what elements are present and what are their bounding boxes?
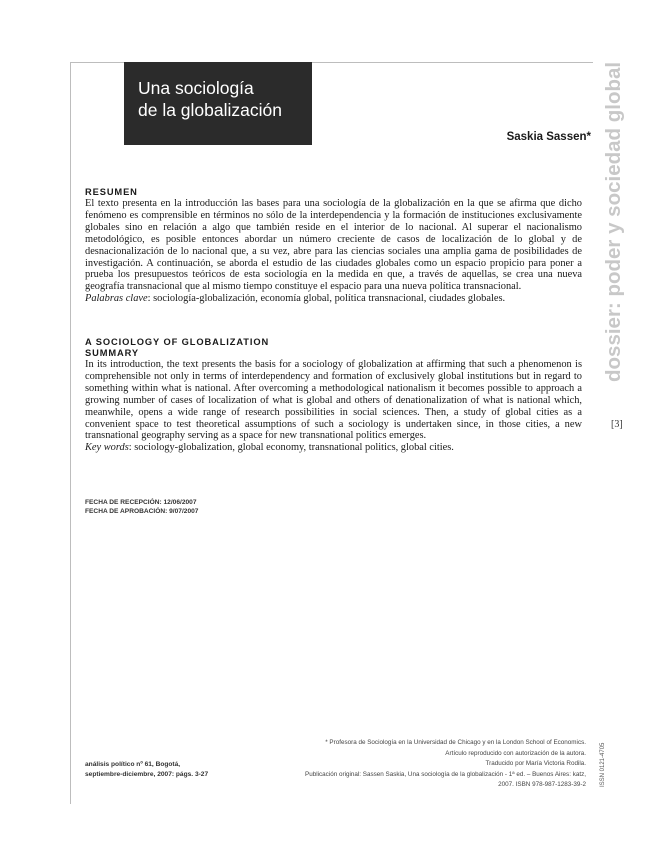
resumen-body xyxy=(85,198,582,305)
footnote-line-4: Publicación original: Sassen Saskia, Una sociología de la globalización - 1ª ed. – Buenos Aires: katz, xyxy=(305,770,586,778)
page-number: [3] xyxy=(611,419,623,430)
received-date: FECHA DE RECEPCIÓN: 12/06/2007 xyxy=(85,499,197,506)
title-block xyxy=(124,62,312,145)
english-title-heading: A SOCIOLOGY OF GLOBALIZATION xyxy=(85,337,270,347)
left-border-line xyxy=(70,62,71,804)
side-banner: dossier: poder y sociedad global xyxy=(602,61,625,382)
title-line-2: de la globalización xyxy=(138,100,282,120)
resumen-text: El texto presenta en la introducción las bases para una sociología de la globalización en la que se afirma que dicho fenómeno es comprensible en términos no sólo de la interdependencia y la formación de instituciones exclusivamente globales sino en relación a algo que también reside en el interior de lo nacional. Al superar el nacionalismo metodológico, es posible entonces abordar un número creciente de casos de localización de lo global y de desnacionalización de lo nacional que, a su vez, abre para las ciencias sociales una amplia gama de posibilidades de investigación. A continuación, se aborda el estudio de las ciudades globales como un espacio propicio para poner a prueba los presupuestos teóricos de esta sociología en la medida en que, a través de aquellas, se crea una nueva geografía transnacional que al mismo tiempo constituye el espacio para una nueva política transnacional. xyxy=(85,198,582,293)
footnote-line-3: Traducido por María Victoria Rodila. xyxy=(485,760,586,767)
summary-keywords: : sociology-globalization, global economy, transnational politics, global cities. xyxy=(128,442,454,454)
resumen-keywords: : sociología-globalización, economía global, política transnacional, ciudades globales. xyxy=(147,293,506,305)
title-line-1: Una sociología xyxy=(138,78,254,98)
summary-keywords-label: Key words xyxy=(85,442,129,454)
approved-date: FECHA DE APROBACIÓN: 9/07/2007 xyxy=(85,508,199,515)
summary-body xyxy=(85,359,582,454)
resumen-section xyxy=(85,187,582,305)
footnote-block xyxy=(305,738,586,791)
resumen-keywords-label: Palabras clave xyxy=(85,293,148,305)
summary-text: In its introduction, the text presents the basis for a sociology of globalization at affirming that such a phenomenon is comprehensible not only in terms of interdependency and formation of exclusively global institutions but in regard to something within what is national. After overcoming a methodological nationalism it becomes possible to approach a growing number of cases of localization of what is global and others of denationalization of what is national which, meanwhile, opens a wide range of research possibilities in social sciences. Then, a study of global cities as a convenient space to test theoretical assumptions of such a sociology is undertaken since, in those cities, a new transnational geography serving as a space for new transnational politics emerges. xyxy=(85,359,582,442)
resumen-heading: RESUMEN xyxy=(85,187,138,197)
dates-block xyxy=(85,498,198,516)
issn-label: ISSN 0121-4705 xyxy=(600,742,606,787)
journal-line-1: análisis político nº 61, Bogotá, xyxy=(85,761,181,768)
journal-line-2: septiembre-diciembre, 2007: págs. 3-27 xyxy=(85,770,209,778)
footnote-line-5: 2007. ISBN 978-987-1283-39-2 xyxy=(498,781,586,788)
summary-heading: SUMMARY xyxy=(85,348,139,358)
english-section xyxy=(85,337,582,454)
author-name: Saskia Sassen* xyxy=(506,131,591,143)
footnote-line-1: * Profesora de Sociología en la Universidad de Chicago y en la London School of Economics. xyxy=(325,739,586,746)
journal-citation xyxy=(85,760,208,779)
footnote-line-2: Artículo reproducido con autorización de la autora. xyxy=(445,749,586,757)
